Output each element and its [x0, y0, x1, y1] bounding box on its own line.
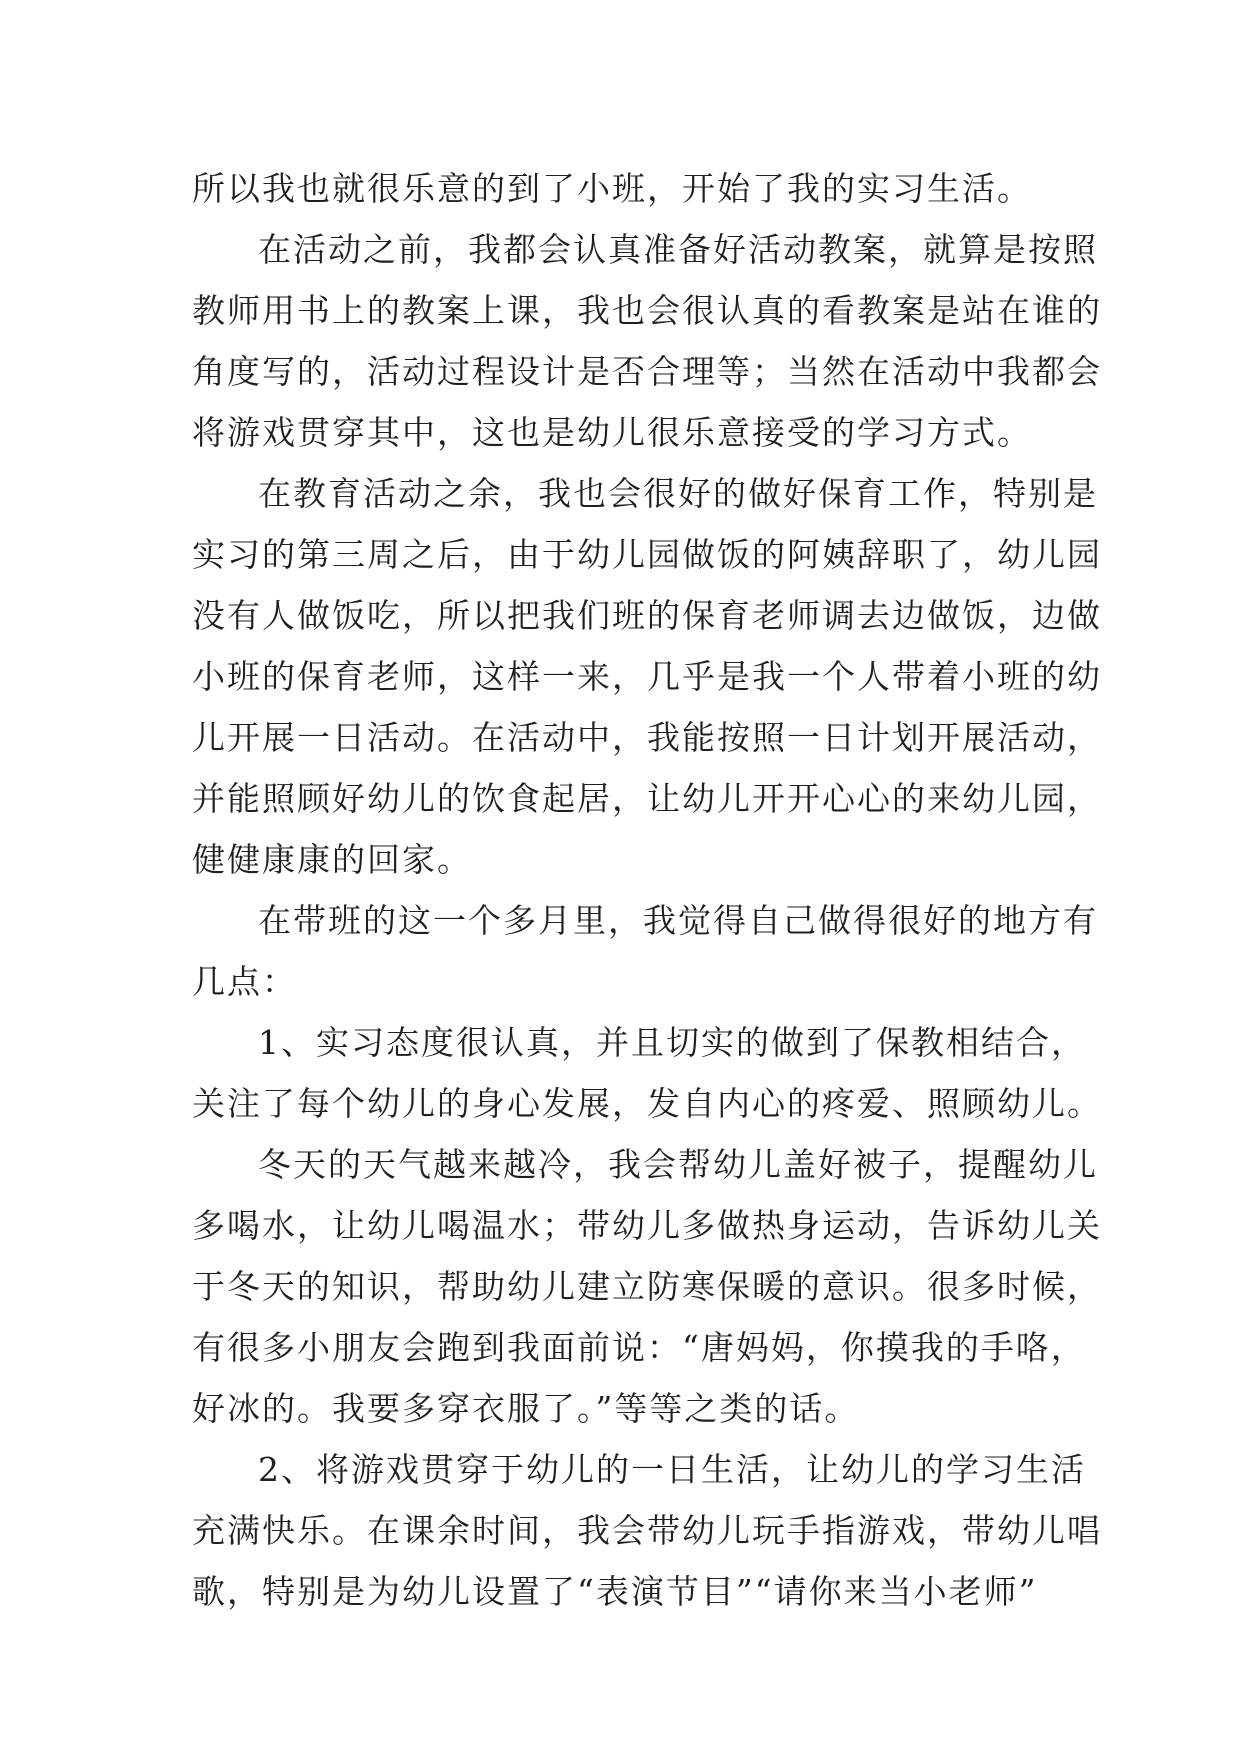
- paragraph-first-line: 在教育活动之余，我也会很好的做好保育工作，特别是: [258, 474, 1098, 513]
- document-body: [192, 158, 1102, 1622]
- text-line: 并能照顾好幼儿的饮食起居，让幼儿开开心心的来幼儿园，: [192, 779, 1102, 818]
- text-line: 几点：: [192, 962, 297, 1001]
- text-line: 教师用书上的教案上课，我也会很认真的看教案是站在谁的: [192, 291, 1102, 330]
- text-line: 实习的第三周之后，由于幼儿园做饭的阿姨辞职了，幼儿园: [192, 535, 1102, 574]
- text-line: 歌，特别是为幼儿设置了“表演节目”“请你来当小老师”: [192, 1572, 1038, 1611]
- paragraph-first-line: 2、将游戏贯穿于幼儿的一日生活，让幼儿的学习生活: [258, 1450, 1086, 1489]
- text-line: 将游戏贯穿其中，这也是幼儿很乐意接受的学习方式。: [192, 413, 1032, 452]
- text-line: 好冰的。我要多穿衣服了。”等等之类的话。: [192, 1389, 860, 1428]
- text-line: 充满快乐。在课余时间，我会带幼儿玩手指游戏，带幼儿唱: [192, 1511, 1102, 1550]
- text-line: 小班的保育老师，这样一来，几乎是我一个人带着小班的幼: [192, 657, 1102, 696]
- text-line: 所以我也就很乐意的到了小班，开始了我的实习生活。: [192, 169, 1032, 208]
- text-line: 角度写的，活动过程设计是否合理等；当然在活动中我都会: [192, 352, 1102, 391]
- text-line: 有很多小朋友会跑到我面前说：“唐妈妈，你摸我的手咯，: [192, 1328, 1086, 1367]
- text-line: 健健康康的回家。: [192, 840, 472, 879]
- text-line: 儿开展一日活动。在活动中，我能按照一日计划开展活动，: [192, 718, 1102, 757]
- text-line: 于冬天的知识，帮助幼儿建立防寒保暖的意识。很多时候，: [192, 1267, 1102, 1306]
- paragraph-first-line: 1、实习态度很认真，并且切实的做到了保教相结合，: [258, 1023, 1086, 1062]
- text-line: 多喝水，让幼儿喝温水；带幼儿多做热身运动，告诉幼儿关: [192, 1206, 1102, 1245]
- paragraph-first-line: 冬天的天气越来越冷，我会帮幼儿盖好被子，提醒幼儿: [258, 1145, 1098, 1184]
- paragraph-first-line: 在活动之前，我都会认真准备好活动教案，就算是按照: [258, 230, 1098, 269]
- text-line: 没有人做饭吃，所以把我们班的保育老师调去边做饭，边做: [192, 596, 1102, 635]
- paragraph-first-line: 在带班的这一个多月里，我觉得自己做得很好的地方有: [258, 901, 1098, 940]
- text-line: 关注了每个幼儿的身心发展，发自内心的疼爱、照顾幼儿。: [192, 1084, 1102, 1123]
